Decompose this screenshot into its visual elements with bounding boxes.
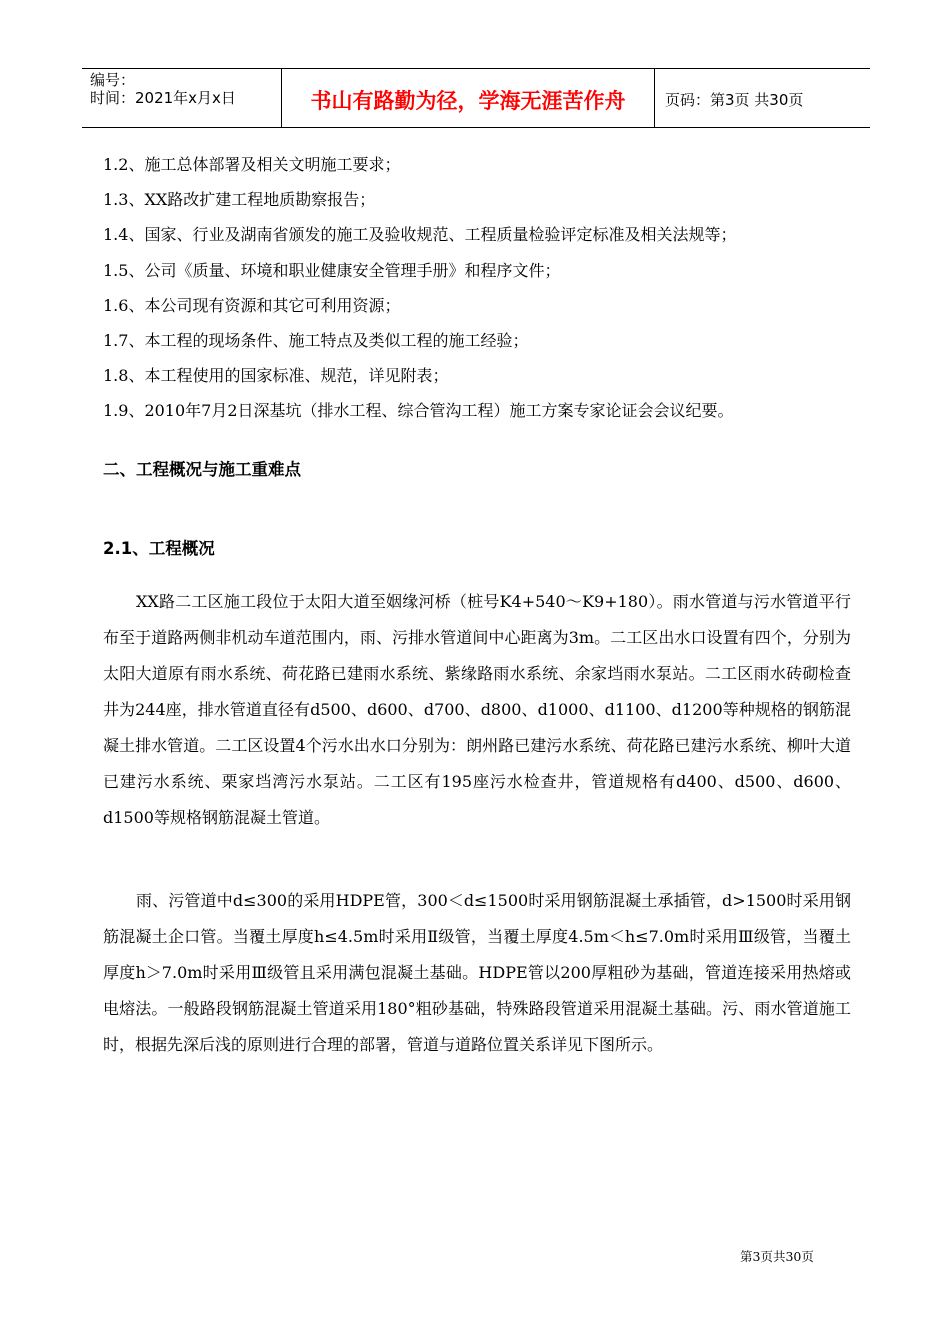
section-heading: 二、工程概况与施工重难点 — [103, 460, 301, 479]
list-item: 1.6、本公司现有资源和其它可利用资源； — [103, 295, 401, 315]
header-meta-cell — [82, 69, 282, 127]
overview-paragraph-1: XX路二工区施工段位于太阳大道至姻缘河桥（桩号K4+540～K9+180）。雨水管道与污水管道平行布至于道路两侧非机动车道范围内，雨、污排水管道间中心距离为3m。二工区出水口设置有四个，分别为太阳大道原有雨水系统、荷花路已建雨水系统、紫缘路雨水系统、余家垱雨水泵站。二工区雨水砖砌检查井为244座，排水管道直径有d500、d600、d700、d800、d1000、d1100、d1200等种规格的钢筋混凝土排水管道。二工区设置4个污水出水口分别为：朗州路已建污水系统、荷花路已建污水系统、柳叶大道已建污水系统、栗家垱湾污水泵站。二工区有195座污水检查井，管道规格有d400、d500、d600、d1500等规格钢筋混凝土管道。 — [103, 592, 851, 827]
basis-list — [103, 152, 863, 434]
list-item: 1.8、本工程使用的国家标准、规范，详见附表； — [103, 366, 449, 386]
document-number-label: 编号： — [90, 71, 136, 89]
document-date: 时间：2021年x月x日 — [90, 89, 236, 107]
list-item: 1.7、本工程的现场条件、施工特点及类似工程的施工经验； — [103, 330, 529, 350]
page-footer: 第3页共30页 — [740, 1249, 814, 1264]
list-item: 1.4、国家、行业及湖南省颁发的施工及验收规范、工程质量检验评定标准及相关法规等； — [103, 225, 737, 245]
header-page-info: 页码：第3页 共30页 — [665, 90, 804, 109]
page-header — [82, 68, 870, 128]
list-item: 1.3、XX路改扩建工程地质勘察报告； — [103, 190, 376, 210]
list-item: 1.5、公司《质量、环境和职业健康安全管理手册》和程序文件； — [103, 260, 561, 280]
overview-paragraph-2: 雨、污管道中d≤300的采用HDPE管，300＜d≤1500时采用钢筋混凝土承插管，d>1500时采用钢筋混凝土企口管。当覆土厚度h≤4.5m时采用Ⅱ级管，当覆土厚度4.5m＜h≤7.0m时采用Ⅲ级管，当覆土厚度h＞7.0m时采用Ⅲ级管且采用满包混凝土基础。HDPE管以200厚粗砂为基础，管道连接采用热熔或电熔法。一般路段钢筋混凝土管道采用180°粗砂基础，特殊路段管道采用混凝土基础。污、雨水管道施工时，根据先深后浅的原则进行合理的部署，管道与道路位置关系详见下图所示。 — [103, 891, 851, 1054]
list-item: 1.2、施工总体部署及相关文明施工要求； — [103, 155, 401, 174]
header-motto: 书山有路勤为径，学海无涯苦作舟 — [282, 69, 655, 127]
list-item: 1.9、2010年7月2日深基坑（排水工程、综合管沟工程）施工方案专家论证会会议纪要。 — [103, 401, 734, 421]
subsection-heading: 2.1、工程概况 — [103, 539, 215, 558]
